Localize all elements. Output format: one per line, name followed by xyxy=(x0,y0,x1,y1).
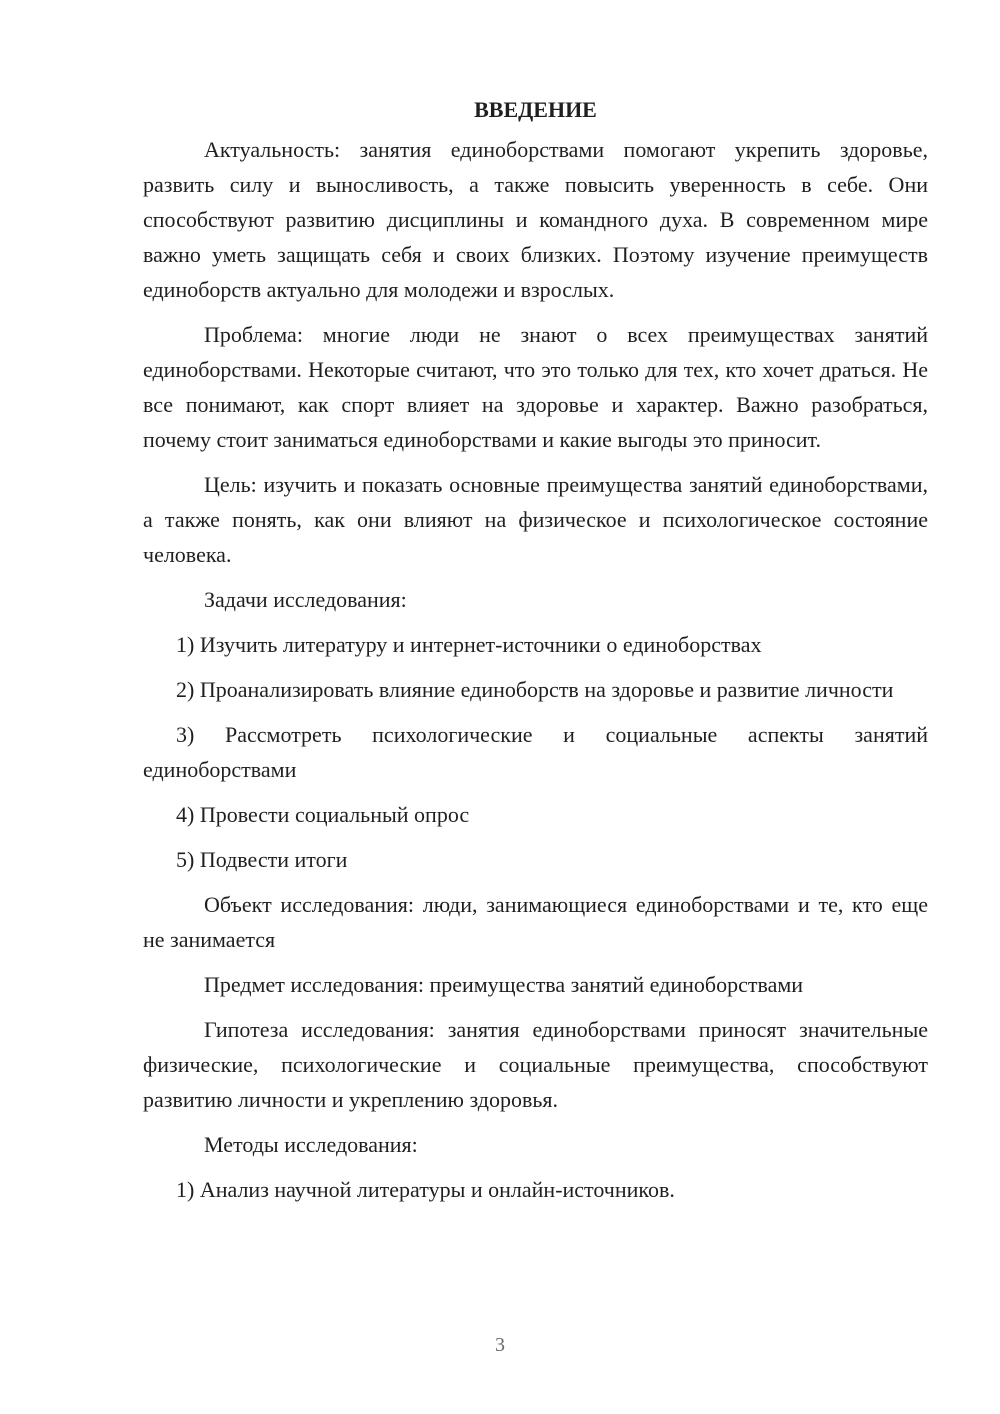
task-item: 4) Провести социальный опрос xyxy=(176,802,470,827)
tasks-heading: Задачи исследования: xyxy=(204,587,407,612)
goal-paragraph: Цель: изучить и показать основные преимущества занятий единоборствами, а также понять, как они влияют на физическое и психологическое состояние человека. xyxy=(143,472,928,567)
document-page xyxy=(143,92,928,1217)
page-number: 3 xyxy=(495,1334,505,1356)
task-item: 3) Рассмотреть психологические и социальные аспекты занятий единоборствами xyxy=(143,722,928,782)
subject-paragraph: Предмет исследования: преимущества занятий единоборствами xyxy=(204,972,804,997)
task-item: 2) Проанализировать влияние единоборств на здоровье и развитие личности xyxy=(176,677,894,702)
section-title: ВВЕДЕНИЕ xyxy=(474,97,597,122)
method-item: 1) Анализ научной литературы и онлайн-источников. xyxy=(176,1177,675,1202)
problem-paragraph: Проблема: многие люди не знают о всех преимуществах занятий единоборствами. Некоторые считают, что это только для тех, кто хочет драться. Не все понимают, как спорт влияет на здоровье и характер. Важно разобраться, почему стоит заниматься единоборствами и какие выгоды это приносит. xyxy=(143,322,928,452)
relevance-paragraph: Актуальность: занятия единоборствами помогают укрепить здоровье, развить силу и выносливость, а также повысить уверенность в себе. Они способствуют развитию дисциплины и командного духа. В современном мире важно уметь защищать себя и своих близких. Поэтому изучение преимуществ единоборств актуально для молодежи и взрослых. xyxy=(143,137,928,302)
methods-heading: Методы исследования: xyxy=(204,1132,418,1157)
task-item: 5) Подвести итоги xyxy=(176,847,348,872)
object-paragraph: Объект исследования: люди, занимающиеся единоборствами и те, кто еще не занимается xyxy=(143,892,928,952)
task-item: 1) Изучить литературу и интернет-источники о единоборствах xyxy=(176,632,762,657)
hypothesis-paragraph: Гипотеза исследования: занятия единоборствами приносят значительные физические, психологические и социальные преимущества, способствуют развитию личности и укреплению здоровья. xyxy=(143,1017,928,1112)
